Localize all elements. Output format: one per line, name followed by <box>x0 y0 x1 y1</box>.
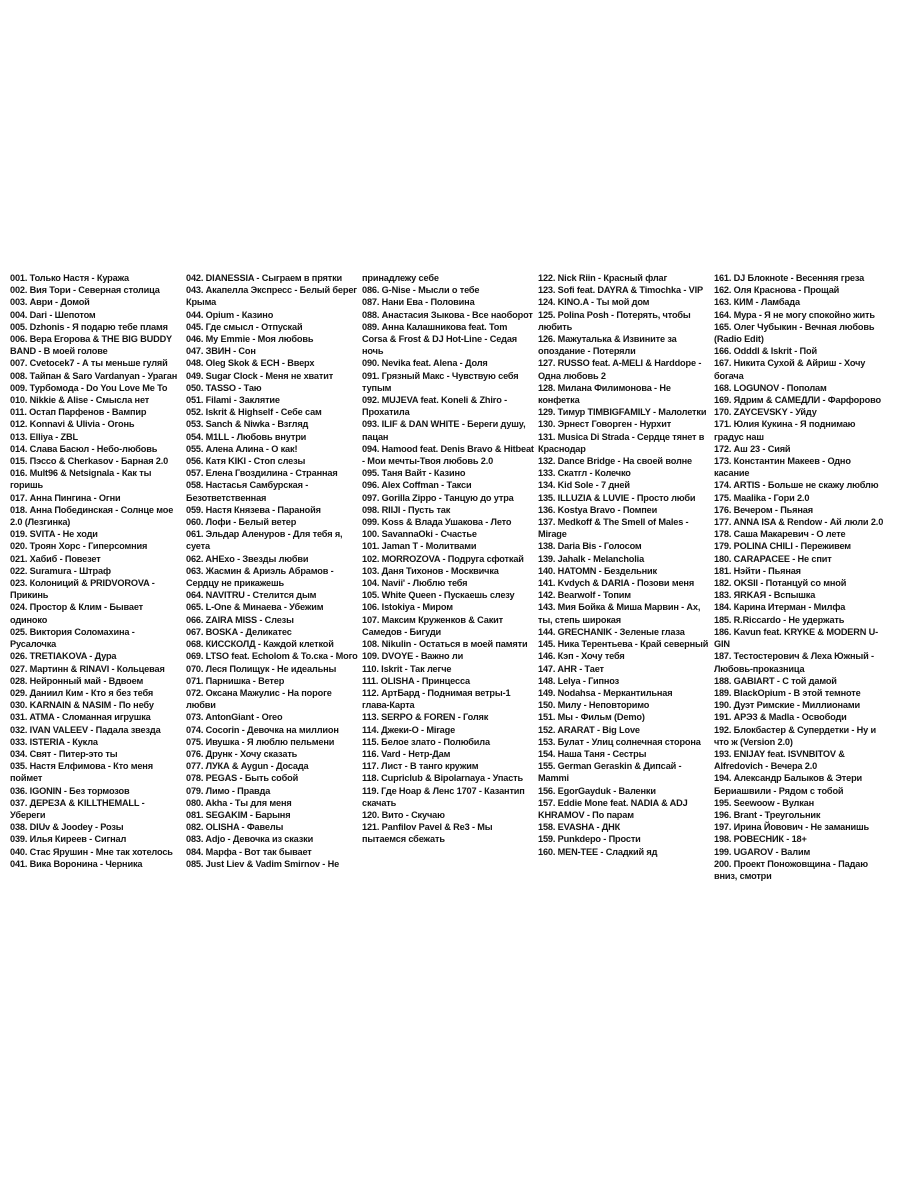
track-entry: 142. Bearwolf - Топим <box>538 590 631 601</box>
track-entry: 128. Милана Филимонова - Не конфетка <box>538 382 671 406</box>
track-entry: 109. DVOYE - Важно ли <box>362 651 464 662</box>
track-entry: 072. Оксана Мажулис - На пороге любви <box>186 687 332 711</box>
track-entry: 075. Ивушка - Я люблю пельмени <box>186 736 335 747</box>
track-entry: 134. Kid Sole - 7 дней <box>538 480 630 491</box>
track-entry: 173. Константин Макеев - Одно касание <box>714 456 851 479</box>
track-entry: 170. ZAYCEVSKY - Уйду <box>714 407 817 418</box>
track-entry: 074. Cocorin - Девочка на миллион <box>186 724 339 735</box>
track-entry: 009. Турбомода - Do You Love Me To <box>10 382 168 393</box>
track-entry: 178. Саша Макаревич - О лете <box>714 529 846 540</box>
track-entry: 044. Opium - Казино <box>186 309 274 320</box>
track-entry: 155. German Geraskin & Дипсай - Mammi <box>538 761 682 784</box>
track-entry: 168. LOGUNOV - Пополам <box>714 382 827 393</box>
track-entry: 082. OLISHA - Фавелы <box>186 822 284 833</box>
track-entry: 001. Только Настя - Куража <box>10 273 130 283</box>
track-entry: 111. OLISHA - Принцесса <box>362 675 470 686</box>
track-entry: 123. Sofi feat. DAYRA & Timochka - VIP <box>538 285 703 296</box>
track-entry: 113. SERPO & FOREN - Голяк <box>362 712 489 723</box>
track-entry: 184. Карина Итерман - Милфа <box>714 602 846 613</box>
track-entry: 097. Gorilla Zippo - Танцую до утра <box>362 492 514 503</box>
track-entry: 096. Alex Coffman - Такси <box>362 480 472 491</box>
track-entry: 169. Ядрим & САМЕДЛИ - Фарфорово <box>714 395 881 406</box>
track-entry: 066. ZAIRA MISS - Слезы <box>186 614 294 625</box>
track-entry: 056. Катя KIKI - Стоп слезы <box>186 456 306 467</box>
track-entry: 007. Cvetocek7 - А ты меньше гуляй <box>10 358 168 369</box>
track-entry: 125. Polina Posh - Потерять, чтобы любить <box>538 309 691 332</box>
track-entry: 119. Где Ноар & Ленс 1707 - Казантип скачать <box>362 785 525 808</box>
track-entry: 078. PEGAS - Быть собой <box>186 773 299 784</box>
track-entry: 131. Musica Di Strada - Сердце тянет в Краснодар <box>538 431 705 454</box>
track-entry: 116. Vard - Нетр-Дам <box>362 748 451 759</box>
track-entry: 003. Аври - Домой <box>10 297 90 308</box>
track-entry: 157. Eddie Mone feat. NADIA & ADJ KHRAMOV - По парам <box>538 797 688 820</box>
track-entry: 008. Тайпан & Saro Vardanyan - Ураган <box>10 370 178 381</box>
track-entry: 141. Kvdych & DARIA - Позови меня <box>538 578 695 589</box>
track-entry: 063. Жасмин & Ариэль Абрамов - Сердцу не прикажешь <box>186 565 334 589</box>
track-entry: 145. Ника Терентьева - Край северный <box>538 639 709 650</box>
track-entry: 036. IGONIN - Без тормозов <box>10 785 130 796</box>
track-entry: 188. GABIART - С той дамой <box>714 675 837 686</box>
track-entry: 105. White Queen - Пускаешь слезу <box>362 590 515 601</box>
track-entry: 164. Мура - Я не могу спокойно жить <box>714 309 875 320</box>
track-entry: 158. EVASHA - ДНК <box>538 822 621 833</box>
track-entry: 039. Илья Киреев - Сигнал <box>10 834 127 845</box>
track-entry: 122. Nick Riin - Красный флаг <box>538 273 668 283</box>
track-entry: 194. Александр Балыков & Этери Бериашвили - Рядом с тобой <box>714 773 863 796</box>
track-entry: 095. Таня Вайт - Казино <box>362 468 466 479</box>
track-entry: 100. SavannaOki - Счастье <box>362 529 477 540</box>
track-entry: 139. Jahalk - Melancholia <box>538 553 645 564</box>
track-entry: 103. Даня Тихонов - Москвичка <box>362 565 499 576</box>
track-entry: 108. Nikulin - Остаться в моей памяти <box>362 639 528 650</box>
track-entry: 180. CARAPACEE - Не спит <box>714 553 832 564</box>
track-entry: 047. ЗВИН - Сон <box>186 346 256 357</box>
track-entry: 101. Jaman T - Молитвами <box>362 541 477 552</box>
track-entry: 099. Koss & Влада Ушакова - Лето <box>362 517 512 528</box>
track-entry: 058. Настасья Самбурская - Безответственная <box>186 480 309 503</box>
track-entry: 071. Парнишка - Ветер <box>186 675 285 686</box>
track-entry: 148. Lelya - Гипноз <box>538 675 620 686</box>
track-entry: 060. Лофи - Белый ветер <box>186 517 297 528</box>
track-entry: 068. КИССКОЛД - Каждой клеткой <box>186 639 334 650</box>
track-entry: 187. Тестостерович & Леха Южный - Любовь-проказница <box>714 651 874 674</box>
track-entry: 195. Seewoow - Вулкан <box>714 797 815 808</box>
track-entry: 024. Простор & Клим - Бывает одиноко <box>10 602 144 625</box>
track-entry: 110. Iskrit - Так легче <box>362 663 452 674</box>
track-entry: 132. Dance Bridge - На своей волне <box>538 456 692 467</box>
track-entry: 176. Вечером - Пьяная <box>714 504 813 515</box>
track-entry: 190. Дуэт Римские - Миллионами <box>714 700 861 711</box>
track-entry: 146. Кэп - Хочу тебя <box>538 651 625 662</box>
track-entry: 033. ISTERIA - Кукла <box>10 736 98 747</box>
track-entry: 019. SVITA - Не ходи <box>10 529 98 540</box>
track-entry: 042. DIANESSIA - Сыграем в прятки <box>186 273 343 283</box>
track-entry: 165. Олег Чубыкин - Вечная любовь (Radio Edit) <box>714 321 875 345</box>
track-entry: 153. Булат - Улиц солнечная сторона <box>538 736 701 747</box>
track-entry: 159. Punkdepo - Прости <box>538 834 641 845</box>
track-entry: 167. Никита Сухой & Айриш - Хочу богача <box>714 358 866 381</box>
track-entry: 051. Filami - Заклятие <box>186 395 280 406</box>
track-entry: 035. Настя Елфимова - Кто меня поймет <box>10 761 153 784</box>
track-entry: 067. BOSKA - Деликатес <box>186 626 292 637</box>
track-entry: 118. Cupriclub & Bipolarnaya - Упасть <box>362 773 524 784</box>
tracklist-column-5 <box>712 272 888 932</box>
track-entry: 152. ARARAT - Big Love <box>538 724 640 735</box>
track-entry: 030. KARNAIN & NASIM - По небу <box>10 700 154 711</box>
track-entry: 133. Скатгл - Колечко <box>538 468 631 479</box>
track-entry: 117. Лист - В танго кружим <box>362 761 479 772</box>
track-entry: 120. Вито - Скучаю <box>362 809 445 820</box>
track-entry: 057. Елена Гвоздилина - Странная <box>186 468 338 479</box>
track-entry: 004. Dari - Шепотом <box>10 309 96 320</box>
track-entry: 181. Нэйти - Пьяная <box>714 565 801 576</box>
track-entry: 087. Нани Ева - Половина <box>362 297 475 308</box>
track-entry: 200. Проект Поножовщина - Падаю вниз, смотри <box>714 858 868 881</box>
track-entry: 040. Стас Ярушин - Мне так хотелось <box>10 846 173 857</box>
track-entry: 045. Где смысл - Отпускай <box>186 321 303 332</box>
track-entry: принадлежу себе <box>362 273 439 283</box>
track-entry: 161. DJ Блокнote - Весенняя греза <box>714 273 865 283</box>
track-entry: 136. Kostya Bravo - Помпеи <box>538 504 658 515</box>
track-entry: 091. Грязный Макс - Чувствую себя тупым <box>362 370 519 393</box>
track-entry: 189. BlackOpium - В этой темноте <box>714 687 861 698</box>
track-entry: 130. Эрнест Говорген - Нурхит <box>538 419 672 430</box>
track-entry: 154. Наша Таня - Сестры <box>538 748 647 759</box>
track-entry: 089. Анна Калашникова feat. Tom Corsa & Frost & DJ Hot-Line - Седая ночь <box>362 321 518 357</box>
track-entry: 112. АртБард - Поднимая ветры-1 глава-Карта <box>362 687 511 711</box>
track-entry: 041. Вика Воронина - Черника <box>10 858 143 869</box>
track-entry: 061. Эльдар Аленуров - Для тебя я, суета <box>186 529 343 552</box>
track-entry: 126. Мажуталька & Извините за опоздание - Потеряли <box>538 334 677 357</box>
track-entry: 081. SEGAKIM - Барыня <box>186 809 291 820</box>
track-entry: 090. Nevika feat. Alena - Доля <box>362 358 488 369</box>
track-entry: 020. Троян Хорс - Гиперсомния <box>10 541 148 552</box>
track-entry: 026. TRETIAKOVA - Дура <box>10 651 117 662</box>
track-entry: 083. Adjo - Девочка из сказки <box>186 834 314 845</box>
track-entry: 031. ATMA - Сломанная игрушка <box>10 712 151 723</box>
track-entry: 005. Dzhonis - Я подарю тебе пламя <box>10 321 168 332</box>
track-entry: 166. Odddl & Iskrit - Пой <box>714 346 817 357</box>
track-entry: 127. RUSSO feat. A-MELI & Harddope - Одна любовь 2 <box>538 358 702 381</box>
track-entry: 156. EgorGayduk - Валенки <box>538 785 656 796</box>
track-entry: 027. Мартинн & RINAVI - Кольцевая <box>10 663 165 674</box>
track-entry: 163. КИМ - Ламбада <box>714 297 800 308</box>
track-entry: 070. Леся Полищук - Не идеальны <box>186 663 337 674</box>
track-entry: 199. UGAROV - Валим <box>714 846 811 857</box>
track-entry: 021. Хабиб - Повезет <box>10 553 101 564</box>
track-entry: 028. Нейронный май - Вдвоем <box>10 675 144 686</box>
track-entry: 135. ILLUZIA & LUVIE - Просто люби <box>538 492 696 503</box>
track-entry: 002. Вия Тори - Северная столица <box>10 285 160 296</box>
track-entry: 059. Настя Князева - Паранойя <box>186 504 321 515</box>
track-entry: 064. NAVITRU - Стелится дым <box>186 590 317 601</box>
track-entry: 052. Iskrit & Highself - Себе сам <box>186 407 322 418</box>
track-entry: 011. Остап Парфенов - Вампир <box>10 407 147 418</box>
track-entry: 050. TASSO - Таю <box>186 382 262 393</box>
track-entry: 182. OKSII - Потанцуй со мной <box>714 578 847 589</box>
track-entry: 185. R.Riccardo - Не удержать <box>714 614 845 625</box>
track-entry: 017. Анна Пингина - Огни <box>10 492 121 503</box>
track-entry: 085. Just Liev & Vadim Smirnov - Не <box>186 858 340 869</box>
track-entry: 124. KINO.A - Ты мой дом <box>538 297 650 308</box>
track-entry: 053. Sanch & Niwka - Взгляд <box>186 419 309 430</box>
track-entry: 102. MORROZOVA - Подруга сфоткай <box>362 553 524 564</box>
tracklist-column-3 <box>360 272 536 932</box>
track-entry: 140. HATOMN - Бездельник <box>538 565 657 576</box>
track-entry: 016. Mult96 & Netsignala - Как ты горишь <box>10 468 152 491</box>
tracklist-column-4 <box>536 272 712 932</box>
track-entry: 151. Мы - Фильм (Demo) <box>538 712 645 723</box>
track-entry: 084. Марфа - Вот так бывает <box>186 846 312 857</box>
track-entry: 196. Brant - Треугольник <box>714 809 821 820</box>
track-entry: 174. ARTIS - Больше не скажу люблю <box>714 480 879 491</box>
track-entry: 198. РОВЕСНИК - 18+ <box>714 834 807 845</box>
track-entry: 106. Istokiya - Миром <box>362 602 453 613</box>
track-entry: 079. Лимо - Правда <box>186 785 271 796</box>
track-entry: 046. My Emmie - Моя любовь <box>186 334 314 345</box>
track-entry: 029. Даниил Ким - Кто я без тебя <box>10 687 154 698</box>
track-entry: 143. Мия Бойка & Миша Марвин - Ах, ты, степь широкая <box>538 602 701 625</box>
track-entry: 037. ДЕРЕЗА & KILLTHEMALL - Убереги <box>10 797 145 820</box>
track-entry: 022. Suramura - Штраф <box>10 565 111 576</box>
track-entry: 162. Оля Краснова - Прощай <box>714 285 840 296</box>
track-entry: 062. AHExo - Звезды любви <box>186 553 309 564</box>
track-entry: 098. RIIJI - Пусть так <box>362 504 451 515</box>
track-entry: 012. Konnavi & Ulivia - Огонь <box>10 419 135 430</box>
track-entry: 086. G-Nise - Мысли о тебе <box>362 285 480 296</box>
track-entry: 150. Милу - Неповторимо <box>538 700 650 711</box>
track-entry: 054. M1LL - Любовь внутри <box>186 431 307 442</box>
track-entry: 013. Elliya - ZBL <box>10 431 78 442</box>
track-entry: 069. LTSO feat. Echolom & To.ска - Мого <box>186 651 358 662</box>
track-entry: 137. Medkoff & The Smell of Males - Mirage <box>538 517 689 540</box>
track-entry: 107. Максим Круженков & Сакит Самедов - Бигуди <box>362 614 503 637</box>
track-entry: 149. Nodahsa - Меркантильная <box>538 687 673 698</box>
track-entry: 014. Слава Басюл - Небо-любовь <box>10 443 158 454</box>
track-entry: 175. Maalika - Гори 2.0 <box>714 492 810 503</box>
track-entry: 186. Kavun feat. KRYKE & MODERN U-GIN <box>714 626 879 650</box>
track-entry: 114. Джеки-О - Mirage <box>362 724 456 735</box>
track-entry: 129. Тимур TIMBIGFAMILY - Малолетки <box>538 407 707 418</box>
track-entry: 076. Друнк - Хочу сказать <box>186 748 298 759</box>
track-entry: 010. Nikkie & Alise - Смысла нет <box>10 395 150 406</box>
track-entry: 023. Колониций & PRIDVOROVA - Прикинь <box>10 578 155 601</box>
track-entry: 160. MEN-TEE - Сладкий яд <box>538 846 658 857</box>
track-entry: 038. DIUv & Joodey - Розы <box>10 822 124 833</box>
track-entry: 121. Panfilov Pavel & Re3 - Мы пытаемся сбежать <box>362 822 493 845</box>
track-entry: 177. ANNA ISA & Rendow - Ай люли 2.0 <box>714 517 884 528</box>
track-entry: 138. Daria Bis - Голосом <box>538 541 642 552</box>
track-entry: 094. Hamood feat. Denis Bravo & Hitbeat - Мои мечты-Твоя любовь 2.0 <box>362 443 534 467</box>
tracklist-column-2 <box>184 272 360 932</box>
track-entry: 192. Блокбастер & Супердетки - Ну и что ж (Version 2.0) <box>714 724 877 747</box>
track-entry: 043. Акапелла Экспресс - Белый берег Крыма <box>186 285 357 308</box>
track-entry: 092. MUJEVA feat. Koneli & Zhiro - Прохатила <box>362 395 507 418</box>
track-entry: 073. AntonGiant - Oreo <box>186 712 283 723</box>
track-entry: 144. GRECHANIK - Зеленые глаза <box>538 626 685 637</box>
tracklist-sheet <box>8 272 892 932</box>
track-entry: 171. Юлия Кукина - Я поднимаю градус наш <box>714 419 856 442</box>
track-entry: 183. ЯRKAЯ - Вспышка <box>714 590 816 601</box>
track-entry: 025. Виктория Соломахина - Русалочка <box>10 626 135 650</box>
track-entry: 080. Akha - Ты для меня <box>186 797 292 808</box>
track-entry: 179. POLINA CHILI - Переживем <box>714 541 851 552</box>
track-entry: 032. IVAN VALEEV - Падала звезда <box>10 724 161 735</box>
track-entry: 193. ENIJAY feat. ISVNBITOV & Alfredovich - Вечера 2.0 <box>714 748 845 772</box>
track-entry: 015. Пэссо & Cherkasov - Барная 2.0 <box>10 456 169 467</box>
track-entry: 065. L-One & Минаева - Убежим <box>186 602 324 613</box>
track-entry: 034. Свят - Питер-это ты <box>10 748 118 759</box>
track-entry: 197. Ирина Йовович - Не заманишь <box>714 822 869 833</box>
track-entry: 088. Анастасия Зыкова - Все наоборот <box>362 309 533 320</box>
track-entry: 055. Алена Алина - О как! <box>186 443 298 454</box>
track-entry: 147. AHR - Тает <box>538 663 604 674</box>
track-entry: 093. ILIF & DAN WHITE - Береги душу, пацан <box>362 419 526 442</box>
track-entry: 006. Вера Егорова & THE BIG BUDDY BAND - В моей голове <box>10 334 172 357</box>
track-entry: 115. Белое злато - Полюбила <box>362 736 490 747</box>
track-entry: 048. Oleg Skok & ECH - Вверх <box>186 358 315 369</box>
tracklist-column-1 <box>8 272 184 932</box>
track-entry: 191. АРЭ3 & Madla - Освободи <box>714 712 847 723</box>
track-entry: 172. Аш 23 - Сияй <box>714 443 791 454</box>
track-entry: 049. Sugar Clock - Меня не хватит <box>186 370 334 381</box>
track-entry: 104. Navii' - Люблю тебя <box>362 578 468 589</box>
track-entry: 077. ЛУКА & Aygun - Досада <box>186 761 309 772</box>
track-entry: 018. Анна Побединская - Солнце мое 2.0 (Лезгинка) <box>10 504 174 528</box>
